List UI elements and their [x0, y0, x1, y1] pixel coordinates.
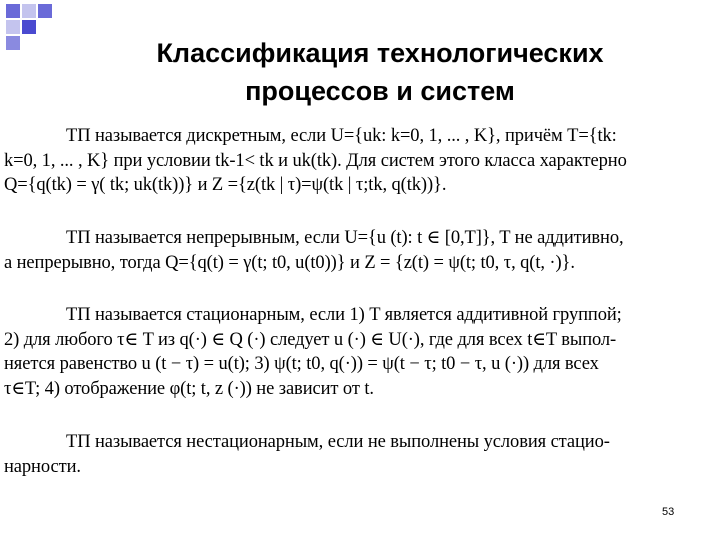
- deco-square: [22, 20, 36, 34]
- text-line: няется равенство u (t − τ) = u(t); 3) ψ(t; t0, q(·)) = ψ(t − τ; t0 − τ, u (·)) для всех: [4, 354, 599, 374]
- paragraph-continuous: [4, 226, 712, 275]
- text-line: k=0, 1, ... , K} при условии tk-1< tk и uk(tk). Для систем этого класса характерно: [4, 150, 627, 171]
- deco-square: [38, 4, 52, 18]
- text-line: а непрерывно, тогда Q={q(t) = γ(t; t0, u(t0))} и Z = {z(t) = ψ(t; t0, τ, q(t, ·)}.: [4, 252, 575, 273]
- slide-title: [80, 34, 680, 110]
- title-line: Классификация технологических: [156, 38, 604, 68]
- deco-square: [6, 36, 20, 50]
- text-line: ТП называется непрерывным, если U={u (t): t ∈ [0,T]}, T не аддитивно,: [66, 228, 624, 248]
- deco-square: [6, 20, 20, 34]
- text-line: нарности.: [4, 456, 81, 477]
- page-number: 53: [662, 506, 675, 518]
- text-line: 2) для любого τ∈ T из q(·) ∈ Q (·) следует u (·) ∈ U(·), где для всех t∈T выпол-: [4, 329, 617, 350]
- paragraph-stationary: [4, 303, 712, 401]
- text-line: ТП называется дискретным, если U={uk: k=0, 1, ... , K}, причём T={tk:: [66, 126, 617, 146]
- deco-square: [6, 4, 20, 18]
- title-line: процессов и систем: [245, 76, 515, 106]
- text-line: Q={q(tk) = γ( tk; uk(tk))} и Z ={z(tk | τ)=ψ(tk | τ;tk, q(tk))}.: [4, 175, 447, 195]
- deco-square: [22, 4, 36, 18]
- text-line: ТП называется нестационарным, если не выполнены условия стацио-: [66, 432, 610, 452]
- paragraph-discrete: [4, 124, 712, 198]
- text-line: ТП называется стационарным, если 1) T является аддитивной группой;: [66, 305, 622, 325]
- paragraph-nonstationary: [4, 430, 712, 479]
- text-line: τ∈T; 4) отображение φ(t; t, z (·)) не зависит от t.: [4, 378, 374, 399]
